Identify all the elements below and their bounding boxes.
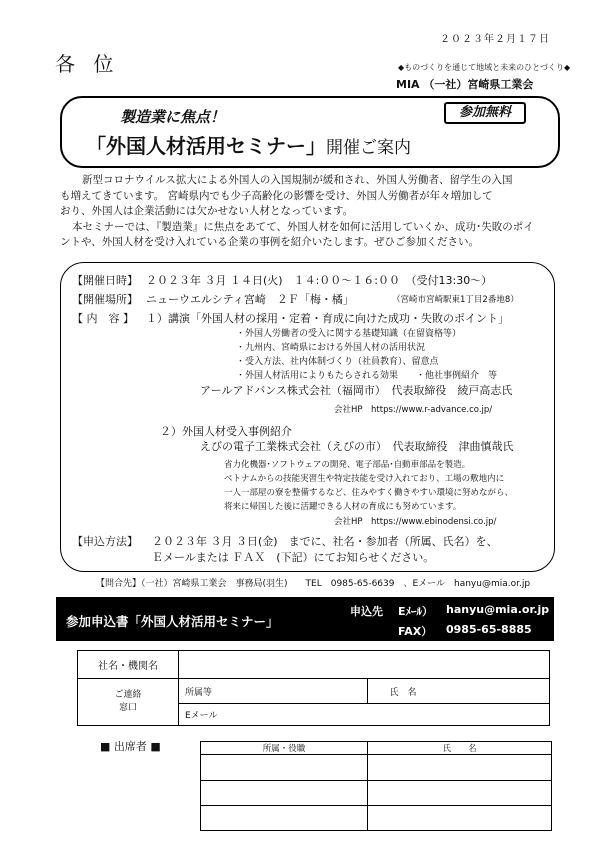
attendee-dept-header: 所属・役職	[201, 742, 368, 755]
org-tagline: ◆ものづくりを通じて地域と未来のひとづくり◆	[398, 63, 571, 72]
item2-title: ２）外国人材受入事例紹介	[160, 425, 292, 438]
intro-line: も増えてきています。 宮崎県内でも少子高齢化の影響を受け、外国人労働者が年々増加して	[60, 189, 493, 202]
venue-address: （宮崎市宮崎駅東1丁目2番地8）	[392, 295, 519, 305]
addressee: 各 位	[55, 52, 120, 76]
attendee-dept-input[interactable]	[201, 806, 368, 831]
item1-homepage: 会社HP https://www.r-advance.co.jp/	[334, 405, 493, 415]
item2-desc: 省力化機器･ソフトウェアの開発、電子部品･自動車部品を製造。	[224, 460, 471, 470]
dept-input[interactable]	[227, 679, 368, 704]
submit-email-label: Eﾒｰﾙ）	[398, 605, 434, 618]
submit-email: hanyu@mia.or.jp	[446, 603, 550, 616]
apply-line: Ｅメールまたは ＦＡＸ (下記）にてお知らせください。	[152, 551, 435, 564]
contact-info: 【問合先】（一社）宮崎県工業会 事務局(羽生) TEL 0985-65-6639 、Eメール hanyu@mia.or.jp	[96, 579, 531, 589]
attendees-table	[200, 741, 552, 831]
attendee-row	[201, 806, 552, 831]
item1-point: ・九州内、宮崎県における外国人材の活用状況	[236, 343, 426, 353]
contact-label-line: ご連絡	[114, 690, 142, 700]
intro-line: おり、外国人は企業活動には欠かせない人材となっています。	[60, 205, 354, 217]
contact-label	[78, 679, 179, 726]
attendees-heading: ■ 出席者 ■	[100, 740, 161, 753]
document-date: ２０２３年２月１７日	[440, 34, 550, 45]
item1-point: ・外国人材活用によりもたらされる効果 ・他社事例紹介 等	[236, 371, 498, 381]
intro-line: ントや、外国人材を受け入れている企業の事例を紹介いたします。ぜひご参加ください。	[60, 236, 479, 248]
company-label: 社名・機関名	[78, 651, 179, 679]
venue-value: ニューウエルシティ宮崎 ２Ｆ「梅・橘」	[146, 293, 354, 306]
datetime-value: ２０２３年 ３月 １４日(火) １４:００～１６:００ （受付13:30～）	[146, 274, 493, 287]
contact-label-line: 窓口	[118, 703, 137, 713]
org-name: MIA （一社）宮崎県工業会	[396, 78, 534, 91]
intro-line: 本セミナーでは、『製造業』に焦点をあてて、外国人材を如何に活用していくか、成功･失敗のポイ	[72, 220, 534, 233]
attendee-name-header: 氏 名	[368, 742, 552, 755]
title-subtitle: 製造業に焦点！	[120, 108, 226, 126]
submit-fax-label: FAX）	[398, 625, 433, 638]
apply-label: 【申込方法】	[72, 535, 138, 548]
item1-point: ・受入方法、社内体制づくり（社員教育）、留意点	[236, 357, 439, 367]
venue-label: 【開催場所】	[72, 293, 138, 306]
item2-desc: 将来に帰国した後に活躍できる人材の育成にも努めています。	[224, 502, 462, 512]
company-input[interactable]	[179, 651, 550, 679]
item2-speaker: えびの電子工業株式会社（えびの市） 代表取締役 津曲慎哉氏	[200, 440, 514, 453]
contact-name-label: 氏 名	[368, 679, 439, 704]
apply-line: ２０２３年 ３月 ３日(金) までに、社名・参加者（所属、氏名）を、	[152, 535, 498, 548]
attendee-name-input[interactable]	[368, 806, 552, 831]
item2-desc: ベトナムからの技能実習生や特定技能を受け入れており、工場の敷地内に	[224, 474, 505, 484]
dept-label: 所属等	[179, 679, 228, 704]
contact-name-input[interactable]	[438, 679, 550, 704]
application-form-title: 参加申込書「外国人材活用セミナー」	[66, 614, 279, 629]
attendee-dept-input[interactable]	[201, 755, 368, 781]
item1-title: １）講演「外国人材の採用・定着・育成に向けた成功・失敗のポイント」	[146, 312, 509, 325]
item2-homepage: 会社HP https://www.ebinodensi.co.jp/	[334, 517, 497, 527]
intro-text	[60, 173, 555, 251]
item2-desc: 一人一部屋の寮を整備するなど、住みやすく働きやすい環境に努めながら、	[224, 488, 514, 498]
seminar-title	[86, 130, 411, 159]
seminar-title-main: 「外国人材活用セミナー」	[86, 134, 326, 158]
item1-speaker: アールアドバンス株式会社（福岡市） 代表取締役 綾戸高志氏	[200, 384, 513, 397]
attendee-row	[201, 781, 552, 806]
content-label: 【 内 容 】	[72, 312, 134, 325]
intro-line: 新型コロナウイルス拡大による外国人の入国規制が緩和され、外国人労働者、留学生の入国	[82, 174, 513, 186]
attendee-dept-input[interactable]	[201, 781, 368, 806]
email-input[interactable]	[227, 704, 550, 726]
email-label: Eメール	[179, 704, 228, 726]
attendee-name-input[interactable]	[368, 781, 552, 806]
attendee-name-input[interactable]	[368, 755, 552, 781]
item1-point: ・外国人労働者の受入に関する基礎知識（在留資格等）	[236, 329, 462, 339]
submit-fax: 0985-65-8885	[446, 623, 532, 636]
seminar-title-suffix: 開催ご案内	[326, 138, 411, 158]
attendee-row	[201, 755, 552, 781]
application-form-table	[77, 650, 550, 726]
free-badge: 参加無料	[444, 102, 526, 124]
datetime-label: 【開催日時】	[72, 274, 138, 287]
submit-to-label: 申込先	[350, 605, 383, 618]
